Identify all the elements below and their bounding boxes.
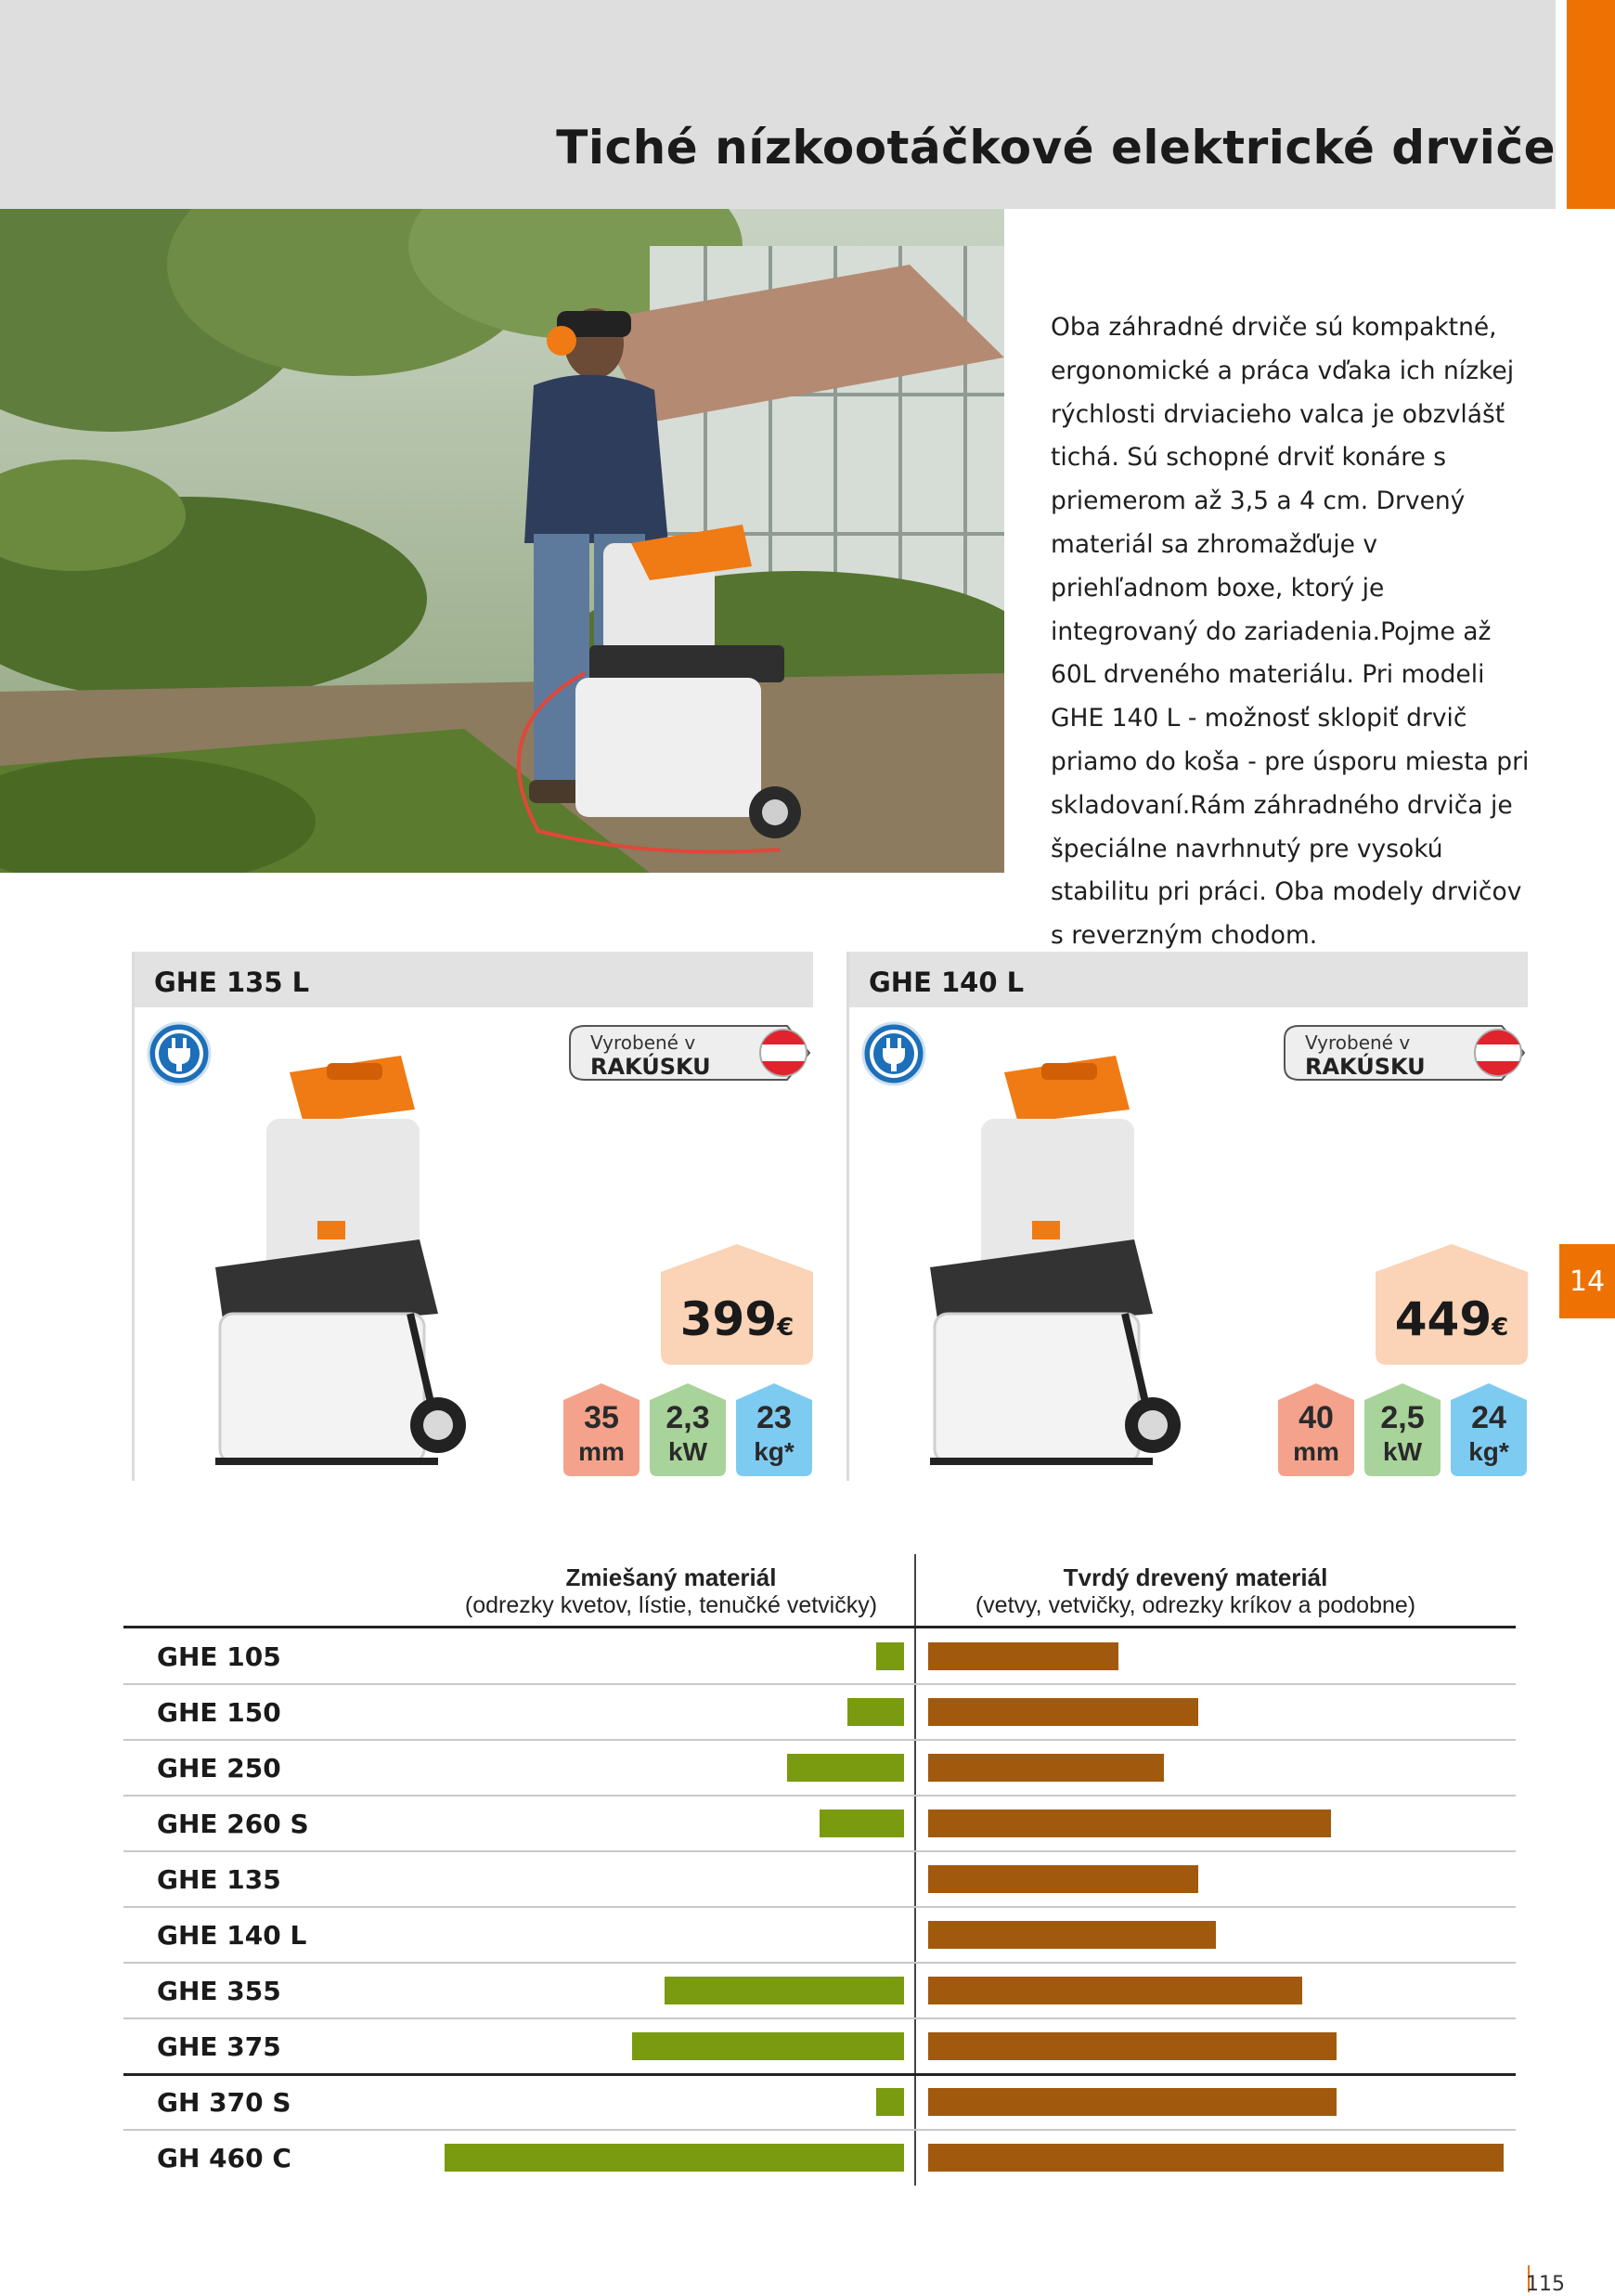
spec-unit: kg* [1468, 1437, 1509, 1466]
spec-cut-diameter [563, 1383, 640, 1476]
card-border [846, 952, 849, 1481]
mixed-material-bar [665, 1977, 904, 2004]
spec-unit: mm [578, 1437, 625, 1466]
chart-row-label: GHE 135 [157, 1864, 281, 1895]
spec-value: 2,3 [665, 1400, 710, 1435]
chart-row-label: GHE 355 [157, 1976, 281, 2006]
spec-value: 23 [756, 1400, 792, 1435]
price-currency: € [777, 1314, 795, 1342]
spec-unit: kW [1383, 1437, 1422, 1466]
hard-wood-bar [928, 2088, 1337, 2116]
column-subtitle: (odrezky kvetov, lístie, tenučké vetvičky) [464, 1592, 878, 1618]
column-subtitle: (vetvy, vetvičky, odrezky kríkov a podobne) [975, 1592, 1416, 1618]
mixed-material-bar [787, 1754, 904, 1782]
row-divider [123, 1683, 1516, 1685]
row-divider [123, 1962, 1516, 1964]
price-tag [661, 1244, 813, 1365]
austria-flag-icon [1473, 1028, 1523, 1078]
hard-wood-bar [928, 2144, 1504, 2172]
badge-line-2: RAKÚSKU [1305, 1054, 1426, 1080]
hard-wood-bar [928, 1642, 1118, 1670]
austria-flag-icon [758, 1028, 808, 1078]
chart-row-label: GH 460 C [157, 2143, 291, 2173]
chart-row-label: GH 370 S [157, 2087, 291, 2118]
header-rule [123, 1626, 1516, 1628]
badge-line-2: RAKÚSKU [590, 1054, 711, 1080]
chart-row-label: GHE 250 [157, 1753, 281, 1784]
badge-line-1: Vyrobené v [590, 1031, 696, 1054]
column-header-wood [912, 1563, 1479, 1619]
hard-wood-bar [928, 2032, 1337, 2060]
spec-weight [1451, 1383, 1527, 1476]
hard-wood-bar [928, 1921, 1216, 1949]
made-in-austria-badge [1283, 1024, 1526, 1082]
spec-value: 35 [584, 1400, 619, 1435]
price-tag [1376, 1244, 1528, 1365]
badge-line-1: Vyrobené v [1305, 1031, 1411, 1054]
chart-row-label: GHE 375 [157, 2031, 281, 2062]
row-divider [123, 1795, 1516, 1797]
spec-unit: mm [1293, 1437, 1339, 1466]
spec-power [650, 1383, 726, 1476]
spec-power [1364, 1383, 1441, 1476]
intro-text: Oba záhradné drviče sú kompaktné, ergonomické a práca vďaka ich nízkej rýchlosti drviacieho valca je obzvlášť tichá. Sú schopné drviť konáre s priemerom až 3,5 a 4 cm. Drvený materiál sa zhromažďuje v priehľadnom boxe, ktorý je integrovaný do zariadenia.Pojme až 60L drveného materiálu. Pri modeli GHE 140 L - možnosť sklopiť drvič priamo do koša - pre úsporu miesta pri skladovaní.Rám záhradného drviča je špeciálne navrhnutý pre vysokú stabilitu pri práci. Oba modely drvičov s reverzným chodom. [1051, 313, 1530, 951]
spec-unit: kg* [754, 1437, 795, 1466]
header-band [0, 0, 1556, 209]
row-divider [123, 1906, 1516, 1908]
orange-accent-strip [1567, 0, 1615, 209]
spec-value: 2,5 [1380, 1400, 1425, 1435]
chart-row-label: GHE 260 S [157, 1809, 309, 1839]
price-value [1376, 1292, 1528, 1346]
spec-value: 24 [1471, 1400, 1506, 1435]
product-card-ghe-135-l [132, 952, 813, 1481]
row-divider [123, 2129, 1516, 2131]
intro-paragraph [1051, 306, 1533, 958]
chart-row-label: GHE 150 [157, 1697, 281, 1728]
chart-row-label: GHE 140 L [157, 1920, 307, 1951]
column-header-mixed [439, 1563, 903, 1619]
product-name: GHE 140 L [869, 966, 1025, 998]
mixed-material-bar [820, 1810, 904, 1837]
mixed-material-bar [876, 2088, 904, 2116]
center-divider [914, 1554, 916, 2186]
mixed-material-bar [847, 1698, 904, 1726]
shredder-product-image [902, 1035, 1236, 1472]
price-value [661, 1292, 813, 1346]
page-title: Tiché nízkootáčkové elektrické drviče [556, 121, 1556, 175]
garden-scene-illustration [0, 209, 1004, 873]
shredding-capacity-chart [123, 1554, 1516, 2190]
column-title: Zmiešaný materiál [565, 1563, 777, 1591]
row-divider [123, 2017, 1516, 2019]
chapter-tab: 14 [1559, 1244, 1615, 1318]
price-number: 449 [1394, 1292, 1492, 1346]
row-divider [123, 2073, 1516, 2076]
product-card-ghe-140-l [846, 952, 1528, 1481]
mixed-material-bar [876, 1642, 904, 1670]
shredder-product-image [187, 1035, 522, 1472]
made-in-austria-badge [568, 1024, 811, 1082]
hard-wood-bar [928, 1698, 1198, 1726]
spec-weight [736, 1383, 812, 1476]
hero-photo [0, 209, 1004, 873]
hard-wood-bar [928, 1810, 1331, 1837]
row-divider [123, 1739, 1516, 1741]
hard-wood-bar [928, 1865, 1198, 1893]
row-divider [123, 1850, 1516, 1852]
price-currency: € [1492, 1314, 1509, 1342]
hard-wood-bar [928, 1977, 1302, 2004]
spec-cut-diameter [1278, 1383, 1354, 1476]
mixed-material-bar [632, 2032, 904, 2060]
card-border [132, 952, 135, 1481]
chart-row-label: GHE 105 [157, 1641, 281, 1672]
product-name: GHE 135 L [154, 966, 310, 998]
page-number: 115 [1526, 2273, 1565, 2296]
spec-unit: kW [668, 1437, 707, 1466]
price-number: 399 [679, 1292, 778, 1346]
hard-wood-bar [928, 1754, 1164, 1782]
spec-value: 40 [1298, 1400, 1334, 1435]
mixed-material-bar [445, 2144, 904, 2172]
column-title: Tvrdý drevený materiál [1063, 1563, 1328, 1591]
